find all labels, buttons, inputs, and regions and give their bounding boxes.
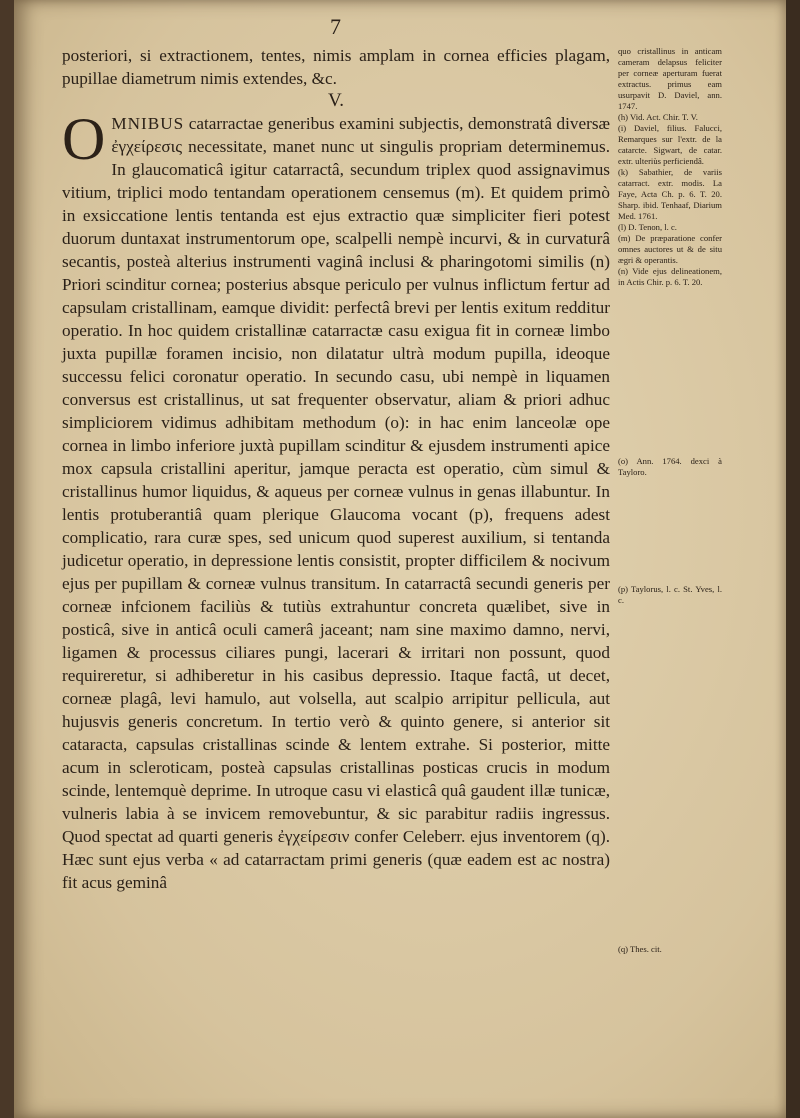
marginal-note: (l) D. Tenon, l. c. (618, 222, 677, 232)
drop-cap: O (62, 106, 106, 172)
main-text-column (62, 44, 610, 894)
marginal-note: quo cristallinus in anticam cameram delapsus feliciter per corneæ aperturam fuerat extractus. primus eam usurpavit D. Daviel, ann. 1747. (618, 46, 722, 111)
section-numeral: V. (327, 90, 345, 111)
book-gutter (0, 0, 14, 1118)
section-body: catarractae generibus examini subjectis, demonstratâ diversæ ἐγχείρεσις necessitate, manet nunc ut singulis propriam determinemus. In glaucomaticâ igitur catarractâ, secundum triplex quod assignavimus vitium, triplici modo tentandam operationem censemus (m). Et quidem primò in exsiccatione lentis tentanda est ejus extractio quæ simpliciter fieri potest duorum duntaxat instrumentorum ope, scalpelli nempè incurvi, & in curvaturâ secantis, posteà alterius instrumenti vaginâ inclusi & pharingotomi similis (n) Priori scinditur cornea; posterius absque periculo per vulnus inflictum fertur ad capsulam cristallinam, eamque dividit: perfectâ brevi per lentis exitum redditur operatio. In hoc quidem cristallinæ catarractæ casu exigua fit in corneæ limbo juxta pupillæ foramen incisio, non dilatatur ultrà modum pupilla, ideoque successu felici coronatur operatio. In secundo casu, ubi nempè in liquamen conversus est cristallinus, ut sat frequenter observatur, aliam & priori adhuc simpliciorem vidimus adhibitam methodum (o): in hac enim lanceolæ ope cornea in limbo inferiore juxtà pupillam scinditur & ejusdem instrumenti apice mox capsula cristallini aperitur, jamque peracta est operatio, cùm simul & cristallinus humor liquidus, & aqueus per corneæ vulnus in genas illabuntur. In lentis protuberantiâ quam plerique Glaucoma vocant (p), frequens adest complicatio, rara curæ spes, sed unicum quod superest auxilium, si tentanda judicetur operatio, in depressione lentis consistit, propter difficilem & nocivum ejus per pupillam & corneæ vulnus transitum. In catarractâ secundi generis per corneæ infcionem faciliùs & tutiùs extrahuntur concreta quælibet, sive in posticâ, sive in anticâ oculi camerâ jaceant; nam sine maximo damno, nervi, ligamen & processus ciliares pungi, lacerari & irritari non possunt, quod requireretur, si adhiberetur in his casibus depressio. Itaque factâ, ut decet, corneæ plagâ, levi hamulo, aut volsella, aut scalpio arripitur pellicula, aut hujusvis generis concretum. In tertio verò & quinto genere, si anterior sit cataracta, capsulas cristallinas scinde & lentem extrahe. Si posterior, mitte acum in scleroticam, posteà capsulas cristallinas posticas crucis in modum scinde, lentemquè deprime. In utroque casu vi elasticâ quâ gaudent illæ tunicæ, vulneris labia à se invicem removebuntur, & sic parabitur radiis ingressus. Quod spectat ad quarti generis ἐγχείρεσιν confer Celeberr. ejus inventorem (q). Hæc sunt ejus verba « ad catarractam primi generis (quæ eadem est ac nostra) fit acus geminâ (62, 114, 611, 892)
marginal-note: (o) Ann. 1764. dexci à Tayloro. (618, 456, 722, 477)
lead-word: MNIBUS (111, 114, 185, 133)
marginal-note-p (618, 584, 722, 606)
intro-paragraph: posteriori, si extractionem, tentes, nimis amplam in cornea efficies plagam, pupillae diametrum nimis extendes, &c. (62, 46, 610, 88)
book-edge (786, 0, 800, 1118)
book-page (14, 0, 786, 1118)
marginal-note: (h) Vid. Act. Chir. T. V. (618, 112, 698, 122)
marginal-note-o (618, 456, 722, 478)
marginal-notes-top (618, 46, 722, 288)
section-paragraph (62, 106, 611, 894)
marginal-note: (k) Sabathier, de variis catarract. extr. modis. La Faye, Acta Ch. p. 6. T. 20. Sharp. ibid. Tenhaaf, Diarium Med. 1761. (618, 167, 722, 221)
marginal-note: (i) Daviel, filius. Falucci, Remarques sur l'extr. de la catarcte. Sigwart, de catar. extr. ulteriùs perficiendâ. (618, 123, 722, 166)
page-number: 7 (330, 14, 341, 39)
marginal-note: (n) Vide ejus delineationem, in Actis Chir. p. 6. T. 20. (618, 266, 722, 287)
marginal-note: (p) Taylorus, l. c. St. Yves, l. c. (618, 584, 722, 605)
marginal-note-q (618, 944, 722, 955)
marginal-note: (q) Thes. cit. (618, 944, 662, 954)
marginal-note: (m) De præparatione confer omnes auctores ut & de situ ægri & operantis. (618, 233, 722, 265)
